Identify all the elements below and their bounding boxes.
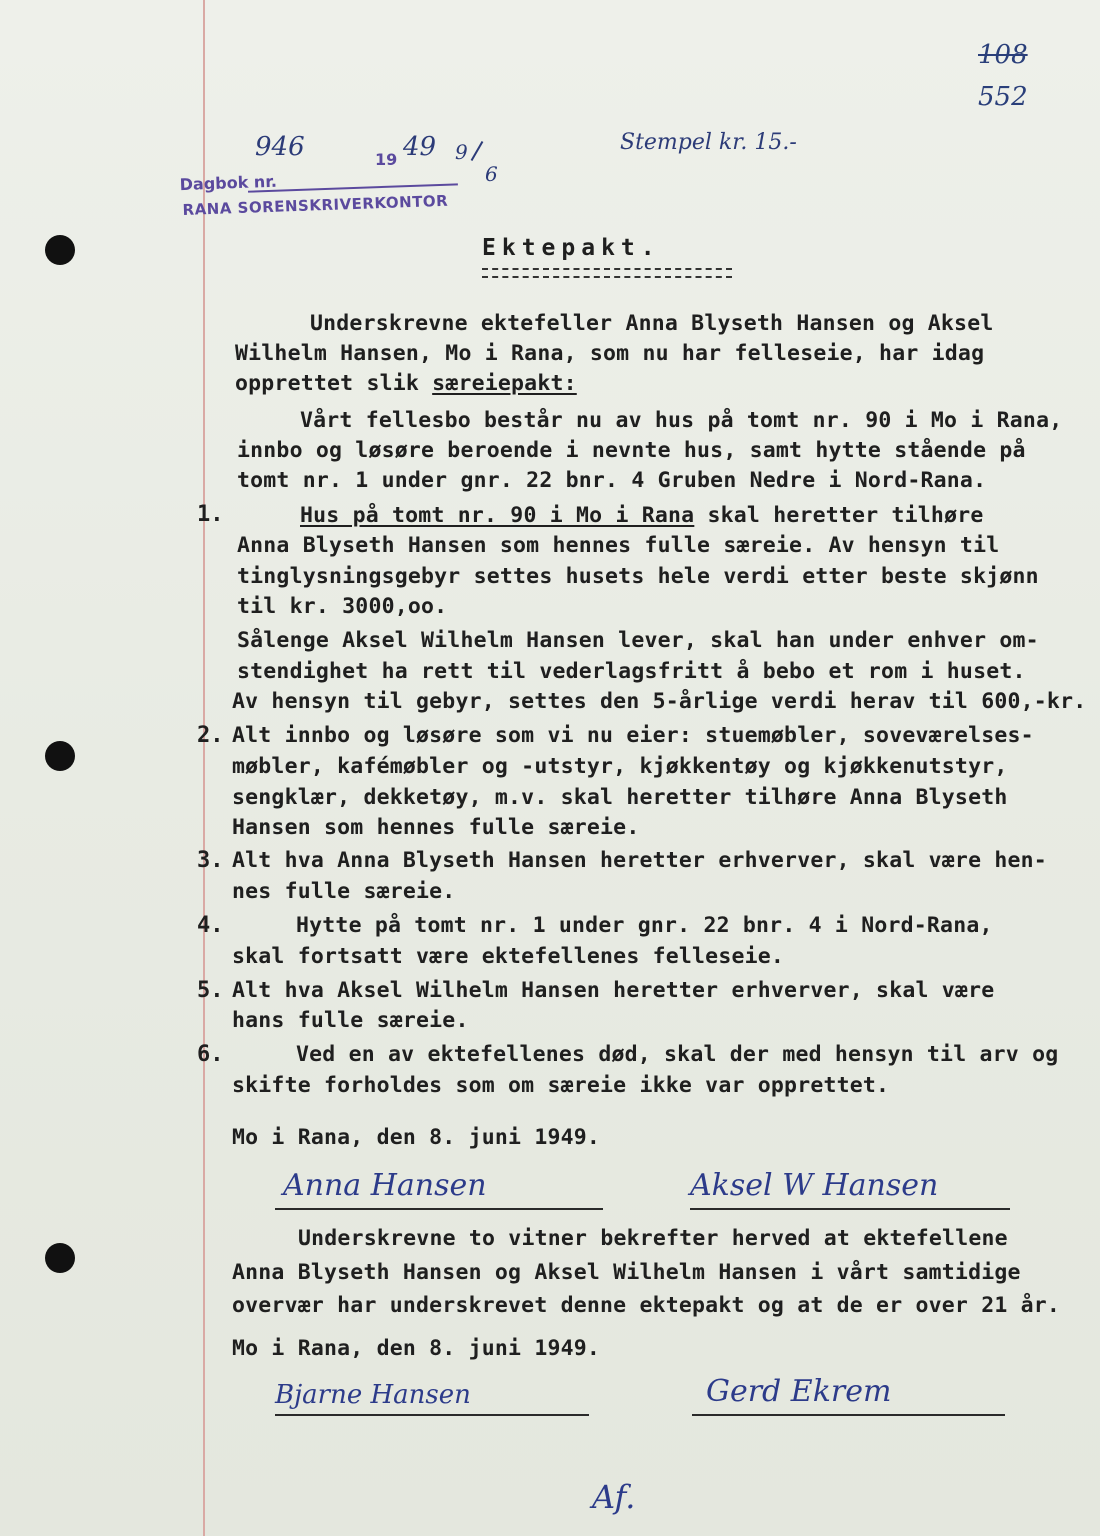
body-line: tomt nr. 1 under gnr. 22 bnr. 4 Gruben Nedre i Nord-Rana. xyxy=(237,468,987,493)
initials: Af. xyxy=(592,1478,636,1516)
stamp-rule xyxy=(248,183,458,192)
document-title: Ektepakt. xyxy=(482,235,661,261)
clause-number: 6. xyxy=(197,1042,224,1067)
clause-number: 2. xyxy=(197,723,224,748)
body-line: skifte forholdes som om særeie ikke var opprettet. xyxy=(232,1073,890,1098)
body-line: Underskrevne to vitner bekrefter herved at ektefellene xyxy=(298,1226,1008,1251)
date-month: 6 xyxy=(485,162,498,186)
body-line: tinglysningsgebyr settes husets hele verdi etter beste skjønn xyxy=(237,564,1039,589)
diary-number: 946 xyxy=(255,132,305,162)
body-text-underlined: særeiepakt: xyxy=(432,371,577,396)
body-text: opprettet slik xyxy=(235,371,433,396)
signature-line xyxy=(690,1208,1010,1210)
margin-line xyxy=(203,0,205,1536)
punch-hole xyxy=(45,1243,75,1273)
body-line: Alt hva Aksel Wilhelm Hansen heretter erhverver, skal være xyxy=(232,978,995,1003)
body-line: Vårt fellesbo består nu av hus på tomt nr. 90 i Mo i Rana, xyxy=(300,408,1063,433)
year-prefix: 19 xyxy=(375,150,398,169)
body-line: Anna Blyseth Hansen og Aksel Wilhelm Hansen i vårt samtidige xyxy=(232,1260,1021,1285)
signature-line xyxy=(692,1414,1005,1416)
body-line: Wilhelm Hansen, Mo i Rana, som nu har felleseie, har idag xyxy=(235,341,985,366)
body-line: innbo og løsøre beroende i nevnte hus, samt hytte stående på xyxy=(237,438,1026,463)
registration-stamp xyxy=(179,155,471,225)
stamp-office: RANA SORENSKRIVERKONTOR xyxy=(182,191,449,219)
body-line: skal fortsatt være ektefellenes felleseie. xyxy=(232,944,785,969)
place-date: Mo i Rana, den 8. juni 1949. xyxy=(232,1336,601,1361)
body-text-underlined: Hus på tomt nr. 90 i Mo i Rana xyxy=(300,503,695,528)
body-line: til kr. 3000,oo. xyxy=(237,594,448,619)
corner-number-struck: 108 xyxy=(978,40,1028,70)
body-line: Alt innbo og løsøre som vi nu eier: stuemøbler, soveværelses- xyxy=(232,723,1034,748)
body-line: overvær har underskrevet denne ektepakt og at de er over 21 år. xyxy=(232,1293,1061,1318)
diary-year: 49 xyxy=(403,132,437,162)
body-line: stendighet ha rett til vederlagsfritt å bebo et rom i huset. xyxy=(237,659,1026,684)
punch-hole xyxy=(45,235,75,265)
title-underline xyxy=(482,268,732,278)
body-line: Alt hva Anna Blyseth Hansen heretter erhverver, skal være hen- xyxy=(232,848,1047,873)
body-line: nes fulle særeie. xyxy=(232,879,456,904)
body-line xyxy=(300,503,984,528)
date-slash xyxy=(471,141,484,161)
body-line: hans fulle særeie. xyxy=(232,1008,469,1033)
date-day: 9 xyxy=(455,140,468,164)
signature-spouse-1: Anna Hansen xyxy=(283,1168,487,1203)
clause-number: 1. xyxy=(197,502,224,527)
signature-line xyxy=(275,1208,603,1210)
body-line: Ved en av ektefellenes død, skal der med hensyn til arv og xyxy=(296,1042,1059,1067)
signature-spouse-2: Aksel W Hansen xyxy=(690,1168,939,1203)
clause-number: 3. xyxy=(197,848,224,873)
signature-line xyxy=(275,1414,589,1416)
body-line: Sålenge Aksel Wilhelm Hansen lever, skal han under enhver om- xyxy=(237,628,1039,653)
stamp-label: Dagbok nr. xyxy=(179,171,278,195)
clause-number: 5. xyxy=(197,978,224,1003)
body-line: møbler, kafémøbler og -utstyr, kjøkkentøy og kjøkkenutstyr, xyxy=(232,754,1008,779)
clause-number: 4. xyxy=(197,913,224,938)
body-line: Hytte på tomt nr. 1 under gnr. 22 bnr. 4 i Nord-Rana, xyxy=(296,913,993,938)
body-line: Hansen som hennes fulle særeie. xyxy=(232,815,640,840)
body-line xyxy=(235,371,577,396)
punch-hole xyxy=(45,741,75,771)
stempel-note: Stempel kr. 15.- xyxy=(620,130,797,155)
body-line: Underskrevne ektefeller Anna Blyseth Hansen og Aksel xyxy=(310,311,994,336)
corner-page-number: 552 xyxy=(978,82,1028,112)
body-line: Anna Blyseth Hansen som hennes fulle særeie. Av hensyn til xyxy=(237,533,1000,558)
body-text: skal heretter tilhøre xyxy=(694,503,984,528)
place-date: Mo i Rana, den 8. juni 1949. xyxy=(232,1125,601,1150)
body-line: Av hensyn til gebyr, settes den 5-årlige verdi herav til 600,-kr. xyxy=(232,689,1087,714)
signature-witness-1: Bjarne Hansen xyxy=(275,1380,471,1410)
body-line: sengklær, dekketøy, m.v. skal heretter tilhøre Anna Blyseth xyxy=(232,785,1008,810)
signature-witness-2: Gerd Ekrem xyxy=(706,1374,892,1409)
